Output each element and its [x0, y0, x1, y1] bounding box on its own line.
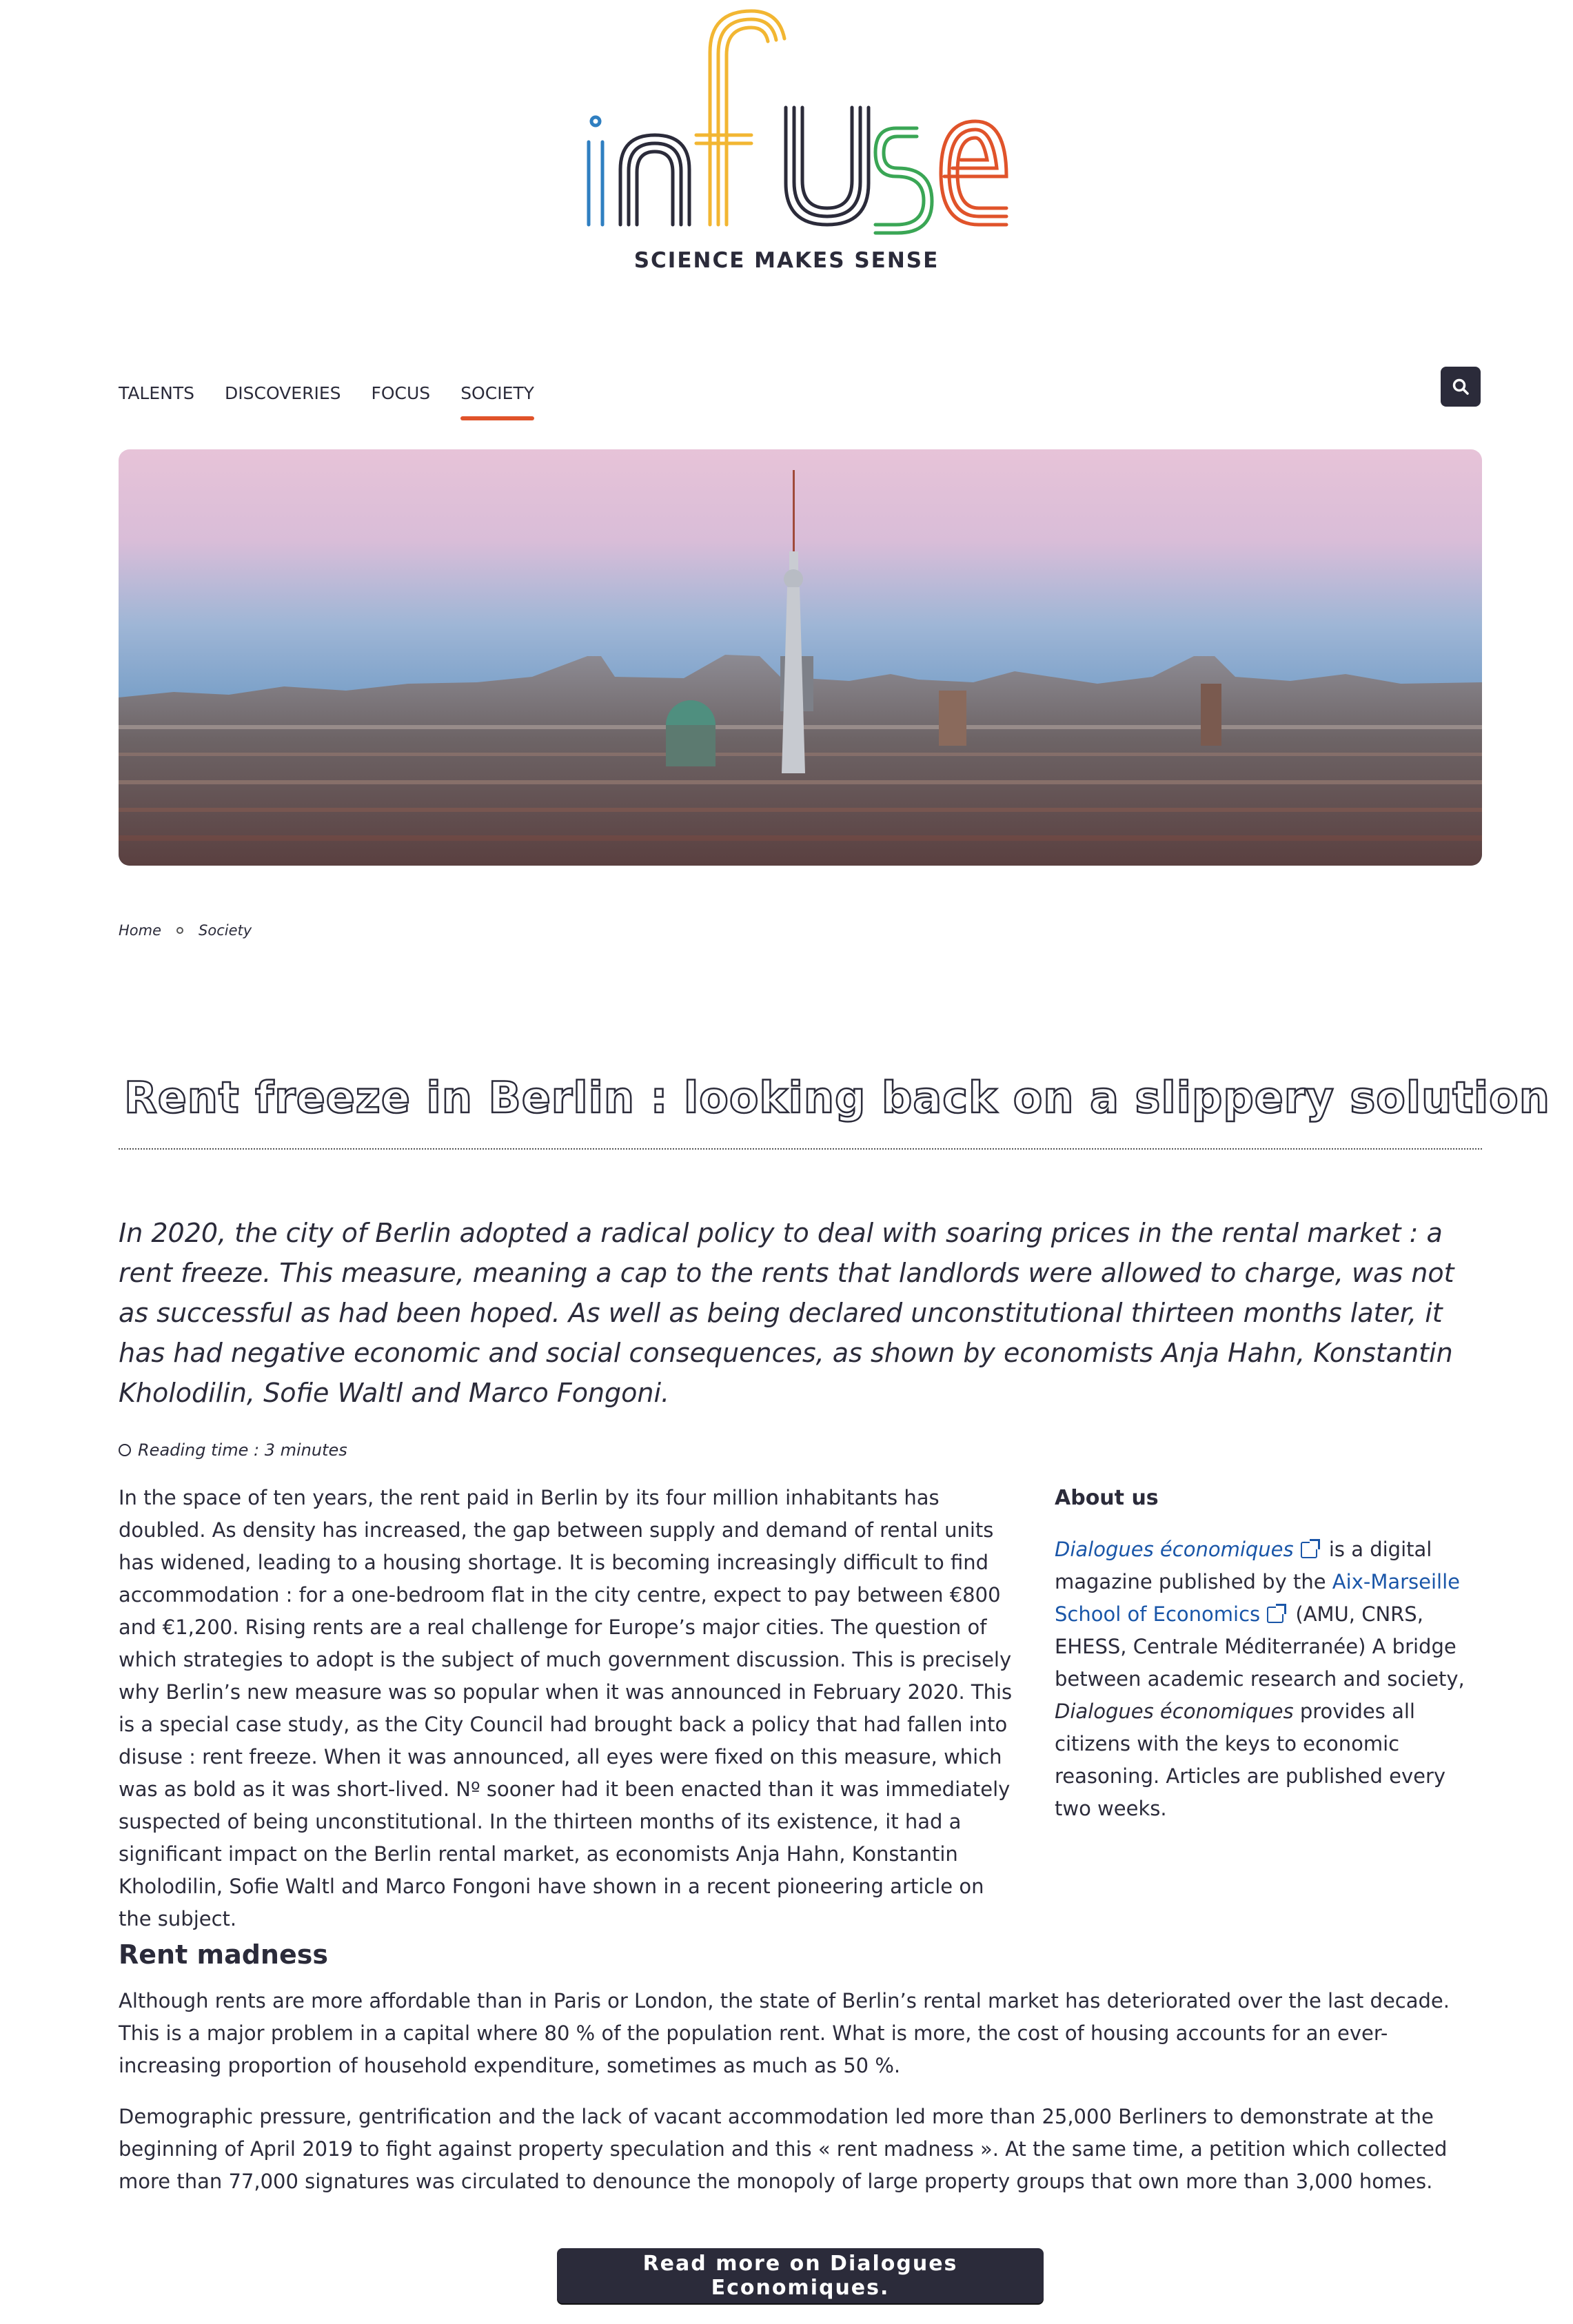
- main-nav: [119, 383, 565, 411]
- breadcrumb-home[interactable]: Home: [119, 922, 162, 939]
- reading-time-label: Reading time : 3 minutes: [138, 1440, 347, 1460]
- infuse-logo[interactable]: [579, 4, 1013, 238]
- breadcrumb: [119, 922, 252, 939]
- breadcrumb-current[interactable]: Society: [199, 922, 252, 939]
- about-us-text: Dialogues économiques is a digital magazine published by the Aix-Marseille School of Economics (AMU, CNRS, EHESS, Centrale Méditerranée) A bridge between academic research and society, Dialogues économiques provides all citizens with the keys to economic reasoning. Articles are published every two weeks.: [1055, 1538, 1465, 1820]
- about-us-sidebar: [1055, 1482, 1482, 1825]
- amse-link[interactable]: Aix-Marseille School of Economics: [1055, 1570, 1460, 1626]
- article-paragraph-2: Demographic pressure, gentrification and the lack of vacant accommodation led more than 25,000 Berliners to demonstrate at the beginning of April 2019 to fight against property speculation and this « rent madness ». At the same time, a petition which collected more than 77,000 signatures was circulated to denounce the monopoly of large property groups that own more than 3,000 homes.: [119, 2105, 1448, 2193]
- nav-item-focus[interactable]: FOCUS: [371, 383, 431, 403]
- search-button[interactable]: [1441, 367, 1481, 407]
- section-heading: Rent madness: [119, 1939, 328, 1970]
- dialogues-link[interactable]: Dialogues économiques: [1055, 1538, 1294, 1561]
- nav-item-society[interactable]: SOCIETY: [460, 383, 534, 411]
- article-intro: In the space of ten years, the rent paid in Berlin by its four million inhabitants has doubled. As density has increased, the gap between supply and demand of rental units has widened, leading to a housing shortage. It is becoming increasingly difficult to find accommodation : for a one-bedroom flat in the city centre, expect to pay between €800 and €1,200. Rising rents are a real challenge for Europe’s major cities. The question of which strategies to adopt is the subject of much government discussion. This is precisely why Berlin’s new measure was so popular when it was announced in February 2020. This is a special case study, as the City Council had brought back a policy that had fallen into disuse : rent freeze. When it was announced, all eyes were fixed on this measure, which was as bold as it was short-lived. Nº sooner had it been enacted than it was immediately suspected of being unconstitutional. In the thirteen months of its existence, it had a significant impact on the Berlin rental market, as economists Anja Hahn, Konstantin Kholodilin, Sofie Waltl and Marco Fongoni have shown in a recent pioneering article on the subject.: [119, 1486, 1013, 1930]
- breadcrumb-separator-icon: [176, 927, 183, 934]
- reading-time: [119, 1440, 347, 1460]
- external-link-icon: [1267, 1607, 1283, 1623]
- site-tagline: SCIENCE MAKES SENSE: [633, 248, 940, 273]
- search-icon: [1452, 378, 1470, 396]
- article-lead: In 2020, the city of Berlin adopted a radical policy to deal with soaring prices in the rental market : a rent freeze. This measure, meaning a cap to the rents that landlords were allowed to charge, was not as successful as had been hoped. As well as being declared unconstitutional thirteen months later, it has had negative economic and social consequences, as shown by economists Anja Hahn, Konstantin Kholodilin, Sofie Waltl and Marco Fongoni.: [119, 1218, 1454, 1408]
- clock-icon: [119, 1444, 131, 1456]
- external-link-icon: [1301, 1542, 1317, 1558]
- nav-item-discoveries[interactable]: DISCOVERIES: [225, 383, 341, 403]
- title-divider: [119, 1148, 1482, 1150]
- hero-image: [119, 449, 1482, 866]
- article-paragraph-1: Although rents are more affordable than in Paris or London, the state of Berlin’s rental market has deteriorated over the last decade. This is a major problem in a capital where 80 % of the population rent. What is more, the cost of housing accounts for an ever-increasing proportion of household expenditure, sometimes as much as 50 %.: [119, 1989, 1450, 2077]
- about-us-title: About us: [1055, 1486, 1159, 1510]
- site-header: [0, 0, 1573, 289]
- nav-item-talents[interactable]: TALENTS: [119, 383, 194, 403]
- article-title: Rent freeze in Berlin : looking back on a slippery solution: [124, 1072, 1550, 1123]
- read-more-button[interactable]: Read more on Dialogues Economiques.: [557, 2248, 1044, 2303]
